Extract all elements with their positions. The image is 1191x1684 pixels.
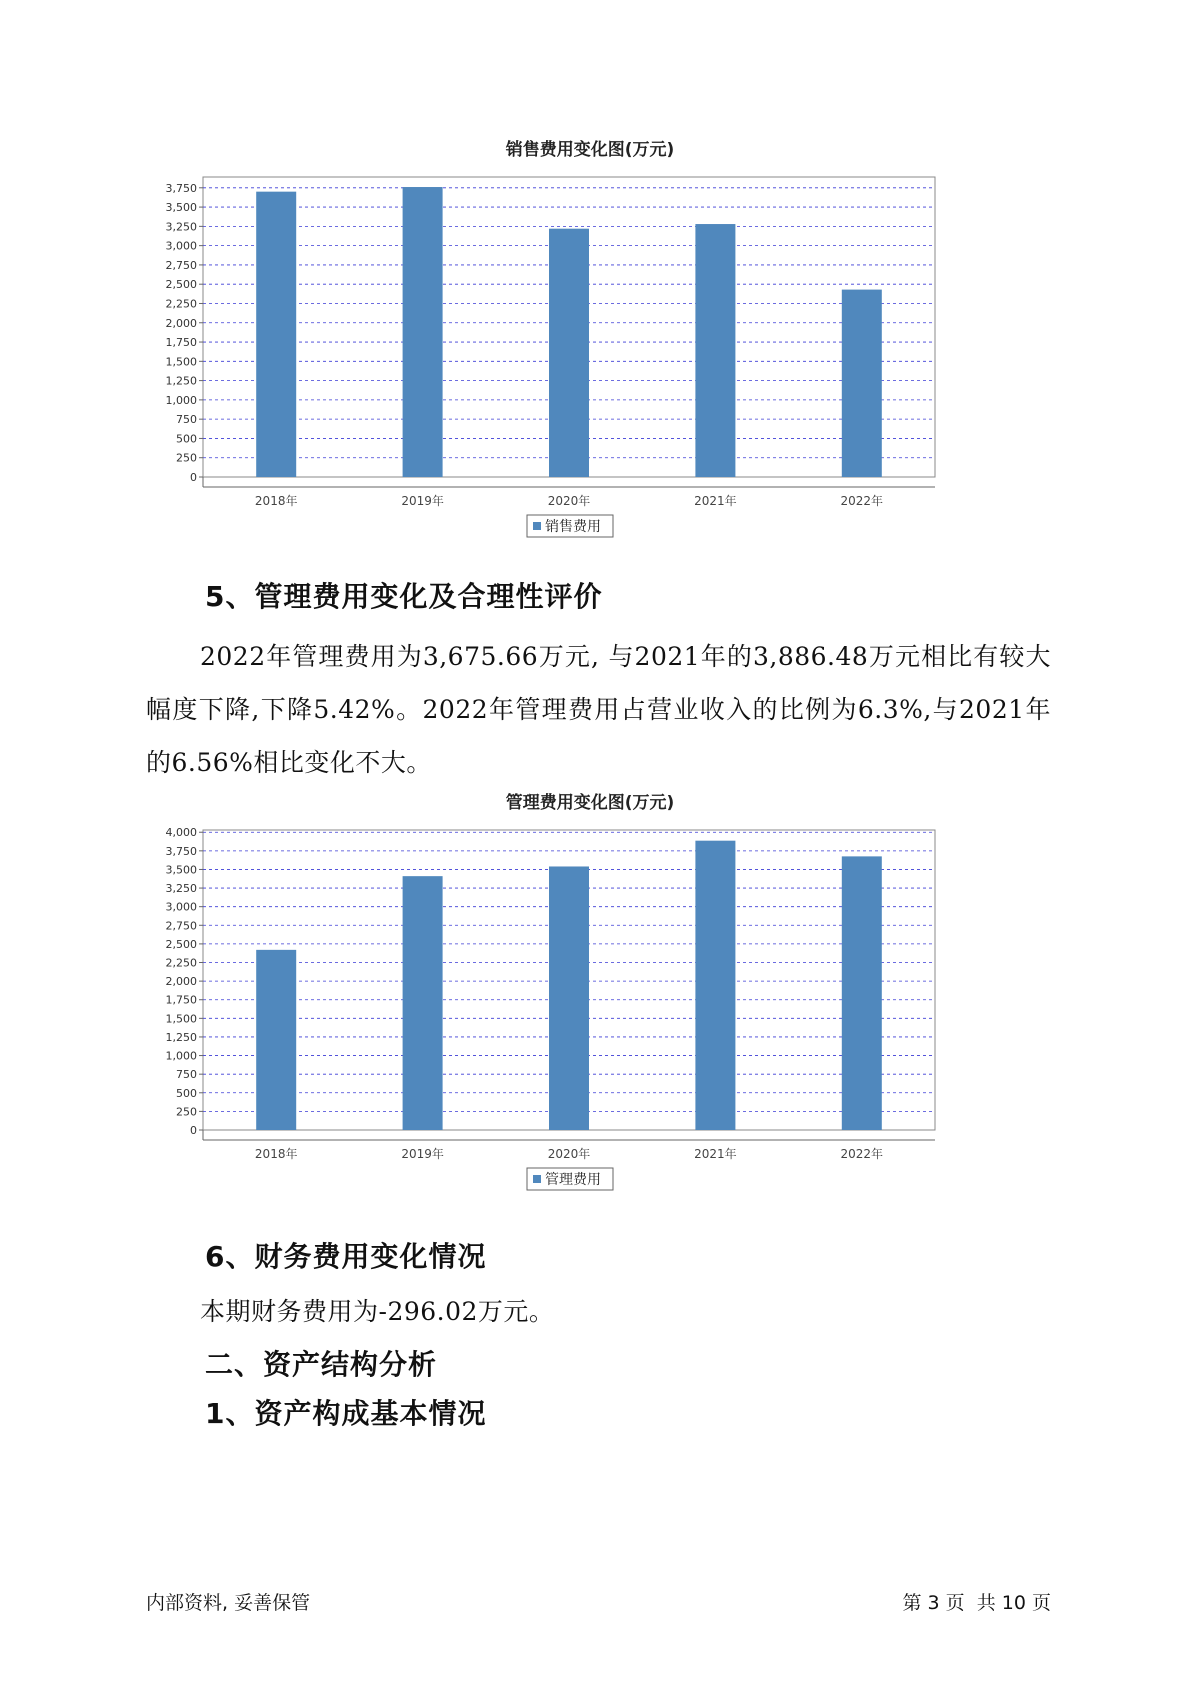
- y-tick-label: 3,250: [165, 220, 197, 234]
- y-tick-label: 2,000: [165, 975, 197, 989]
- bar: [256, 192, 296, 477]
- y-tick-label: 250: [176, 1105, 197, 1119]
- legend-label: 管理费用: [545, 1172, 601, 1188]
- y-tick-label: 2,750: [165, 919, 197, 933]
- y-tick-label: 1,250: [165, 1030, 197, 1044]
- y-tick-label: 3,000: [165, 900, 197, 914]
- footer-page-number: 第 3 页 共 10 页: [902, 1592, 1051, 1614]
- bar: [256, 950, 296, 1130]
- legend-label: 销售费用: [545, 519, 601, 535]
- x-tick-label: 2020年: [547, 1147, 591, 1161]
- y-tick-label: 3,500: [165, 201, 197, 215]
- x-tick-label: 2018年: [254, 1147, 298, 1161]
- chart-plot: [140, 820, 1040, 1220]
- y-tick-label: 1,250: [165, 374, 197, 388]
- bar: [695, 224, 735, 477]
- y-tick-label: 1,000: [165, 393, 197, 407]
- y-tick-label: 3,500: [165, 863, 197, 877]
- bar: [403, 187, 443, 477]
- bar: [549, 866, 589, 1130]
- y-tick-label: 2,000: [165, 316, 197, 330]
- chart-title: 销售费用变化图(万元): [505, 140, 675, 160]
- y-tick-label: 3,750: [165, 844, 197, 858]
- bar: [549, 229, 589, 477]
- x-tick-label: 2021年: [694, 494, 737, 508]
- bar: [842, 856, 882, 1130]
- y-tick-label: 750: [176, 413, 197, 427]
- y-tick-label: 3,250: [165, 882, 197, 896]
- legend-swatch: [533, 522, 541, 530]
- finance-expense-paragraph: 本期财务费用为-296.02万元。: [200, 1297, 555, 1326]
- legend-swatch: [533, 1175, 541, 1183]
- y-tick-label: 2,500: [165, 937, 197, 951]
- x-tick-label: 2022年: [840, 1147, 884, 1161]
- admin-expense-chart: [140, 788, 1040, 1208]
- y-tick-label: 0: [190, 1124, 197, 1137]
- y-tick-label: 3,000: [165, 239, 197, 253]
- sales-expense-chart: [140, 135, 1040, 555]
- y-tick-label: 2,500: [165, 278, 197, 292]
- y-tick-label: 2,250: [165, 297, 197, 311]
- y-tick-label: 500: [176, 1086, 197, 1100]
- y-tick-label: 250: [176, 451, 197, 465]
- footer-confidential: 内部资料, 妥善保管: [146, 1592, 311, 1614]
- x-tick-label: 2022年: [840, 494, 884, 508]
- y-tick-label: 1,750: [165, 336, 197, 350]
- x-tick-label: 2021年: [694, 1147, 737, 1161]
- x-tick-label: 2018年: [254, 494, 298, 508]
- y-tick-label: 1,000: [165, 1049, 197, 1063]
- y-tick-label: 2,750: [165, 258, 197, 272]
- y-tick-label: 4,000: [165, 826, 197, 840]
- y-tick-label: 0: [190, 471, 197, 484]
- bar: [842, 290, 882, 477]
- chart-title: 管理费用变化图(万元): [505, 793, 675, 813]
- x-tick-label: 2020年: [547, 494, 591, 508]
- section-heading-finance-expense: 6、财务费用变化情况: [205, 1240, 487, 1273]
- x-tick-label: 2019年: [401, 494, 444, 508]
- section-heading-admin-expense: 5、管理费用变化及合理性评价: [205, 580, 603, 613]
- x-tick-label: 2019年: [401, 1147, 444, 1161]
- y-tick-label: 1,500: [165, 355, 197, 369]
- bar: [403, 876, 443, 1130]
- y-tick-label: 2,250: [165, 956, 197, 970]
- y-tick-label: 3,750: [165, 181, 197, 195]
- y-tick-label: 500: [176, 432, 197, 446]
- part-heading-asset-structure: 二、资产结构分析: [205, 1348, 438, 1381]
- y-tick-label: 1,750: [165, 993, 197, 1007]
- subheading-asset-composition: 1、资产构成基本情况: [205, 1397, 487, 1430]
- admin-expense-paragraph: 2022年管理费用为3,675.66万元, 与2021年的3,886.48万元相比有较大幅度下降,下降5.42%。2022年管理费用占营业收入的比例为6.3%,与2021年的6.56%相比变化不大。: [146, 642, 1051, 777]
- bar: [695, 841, 735, 1130]
- y-tick-label: 750: [176, 1068, 197, 1082]
- chart-plot: [140, 167, 1040, 567]
- y-tick-label: 1,500: [165, 1012, 197, 1026]
